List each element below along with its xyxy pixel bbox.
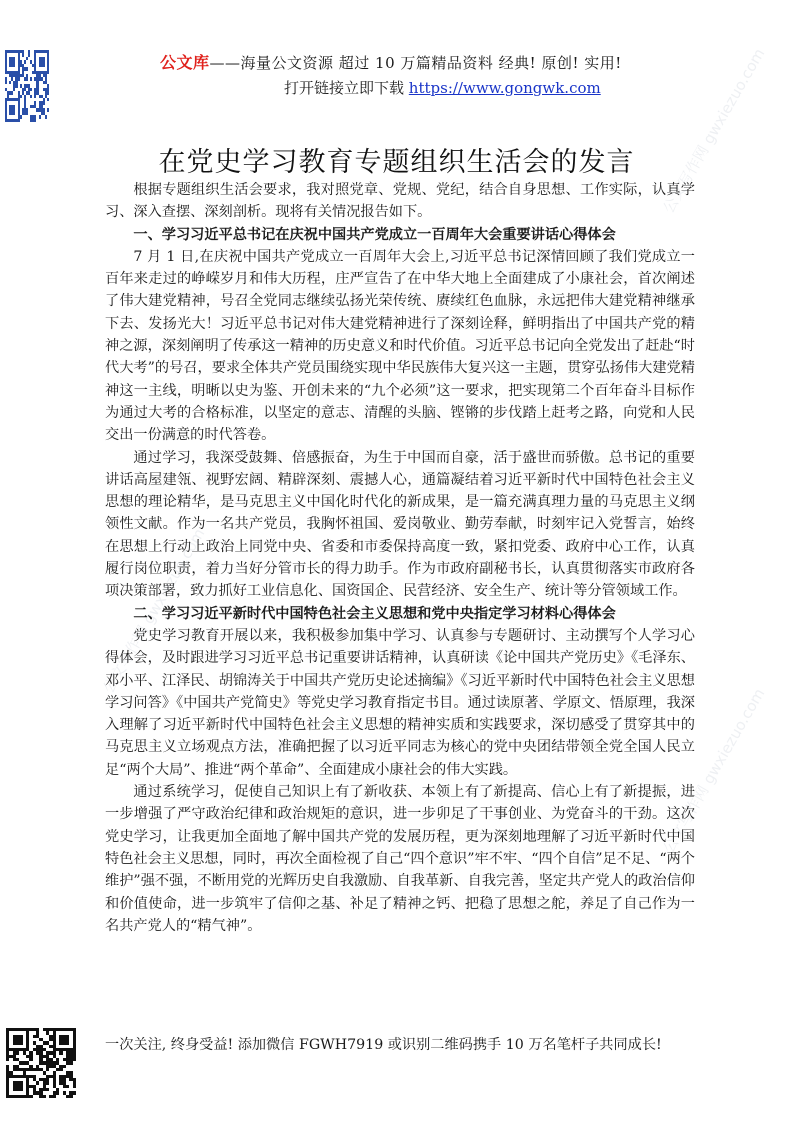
watermark: 公文写作网 gwxiezuo.com bbox=[659, 685, 769, 857]
footer-text: 一次关注, 终身受益! 添加微信 FGWH7919 或识别二维码携手 10 万名笔杆子共同成长! bbox=[105, 1037, 662, 1053]
intro-paragraph: 根据专题组织生活会要求，我对照党章、党规、党纪，结合自身思想、工作实际，认真学习、深入查摆、深刻剖析。现将有关情况报告如下。 bbox=[105, 182, 695, 221]
watermark: 公文写作网 gwxiezuo.com bbox=[99, 525, 209, 697]
header-tagline: ——海量公文资源 超过 10 万篇精品资料 经典! 原创! 实用! bbox=[209, 54, 622, 72]
document-body bbox=[105, 179, 695, 937]
section-1-paragraph-2: 通过学习，我深受鼓舞、倍感振奋，为生于中国而自豪，活于盛世而骄傲。总书记的重要讲话高屋建瓴、视野宏阔、精辟深刻、震撼人心，通篇凝结着习近平新时代中国特色社会主义思想的理论精华，是马克思主义中国化时代化的新成果，是一篇充满真理力量的马克思主义纲领性文献。作为一名共产党员，我胸怀祖国、爱岗敬业、勤劳奉献，时刻牢记入党誓言，始终在思想上行动上政治上同党中央、省委和市委保持高度一致，紧扣党委、政府中心工作，认真履行岗位职责，着力当好分管市长的得力助手。作为市政府副秘书长，认真贯彻落实市政府各项决策部署，致力抓好工业信息化、国资国企、民营经济、安全生产、统计等分管领域工作。 bbox=[105, 449, 695, 600]
document-title: 在党史学习教育专题组织生活会的发言 bbox=[158, 147, 635, 178]
watermark: 公文写作网 gwxiezuo.com bbox=[659, 45, 769, 217]
qr-code-top[interactable] bbox=[5, 50, 49, 122]
website-link[interactable]: https://www.gongwk.com bbox=[408, 79, 601, 97]
section-1-paragraph-1: 7 月 1 日,在庆祝中国共产党成立一百周年大会上,习近平总书记深情回顾了我们党成立一百年来走过的峥嵘岁月和伟大历程，庄严宣告了在中华大地上全面建成了小康社会，首次阐述了伟大建党精神，号召全党同志继续弘扬光荣传统、赓续红色血脉，永远把伟大建党精神继承下去、发扬光大！习近平总书记对伟大建党精神进行了深刻诠释，鲜明指出了中国共产党的精神之源，深刻阐明了传承这一精神的历史意义和时代价值。习近平总书记向全党发出了赶赴“时代大考”的号召，要求全体共产党员围绕实现中华民族伟大复兴这一主题，贯穿弘扬伟大建党精神这一主线，明晰以史为鉴、开创未来的“九个必须”这一要求，把实现第二个百年奋斗目标作为通过大考的合格标准，以坚定的意志、清醒的头脑、铿锵的步伐踏上赶考之路，向党和人民交出一份满意的时代答卷。 bbox=[105, 248, 695, 444]
header-tagline-row bbox=[160, 50, 622, 73]
section-2-heading: 二、学习习近平新时代中国特色社会主义思想和党中央指定学习材料心得体会 bbox=[133, 605, 616, 622]
section-2-paragraph-2: 通过系统学习，促使自己知识上有了新收获、本领上有了新提高、信心上有了新提振，进一步增强了严守政治纪律和政治规矩的意识，进一步卯足了干事创业、为党奋斗的干劲。这次党史学习，让我更加全面地了解中国共产党的发展历程，更为深刻地理解了习近平新时代中国特色社会主义思想，同时，再次全面检视了自己“四个意识”牢不牢、“四个自信”足不足、“两个维护”强不强，不断用党的光辉历史自我激励、自我革新、自我完善，坚定共产党人的政治信仰和价值使命，进一步筑牢了信仰之基、补足了精神之钙、把稳了思想之舵，养足了自己作为一名共产党人的“精气神”。 bbox=[105, 784, 695, 934]
section-2-paragraph-1: 党史学习教育开展以来，我积极参加集中学习、认真参与专题研讨、主动撰写个人学习心得体会，及时跟进学习习近平总书记重要讲话精神，认真研读《论中国共产党历史》《毛泽东、邓小平、江泽民、胡锦涛关于中国共产党历史论述摘编》《习近平新时代中国特色社会主义思想学习问答》《中国共产党简史》等党史学习教育指定书目。通过读原著、学原文、悟原理，我深入理解了习近平新时代中国特色社会主义思想的精神实质和实践要求，深切感受了贯穿其中的马克思主义立场观点方法，准确把握了以习近平同志为核心的党中央团结带领全党全国人民立足“两个大局”、推进“两个革命”、全面建成小康社会的伟大实践。 bbox=[105, 627, 695, 778]
brand-name: 公文库 bbox=[160, 53, 210, 72]
download-prompt: 打开链接立即下载 bbox=[284, 79, 405, 97]
qr-code-bottom[interactable] bbox=[6, 1028, 76, 1098]
section-1-heading: 一、学习习近平总书记在庆祝中国共产党成立一百周年大会重要讲话心得体会 bbox=[133, 226, 616, 243]
header-download-row bbox=[284, 77, 601, 98]
